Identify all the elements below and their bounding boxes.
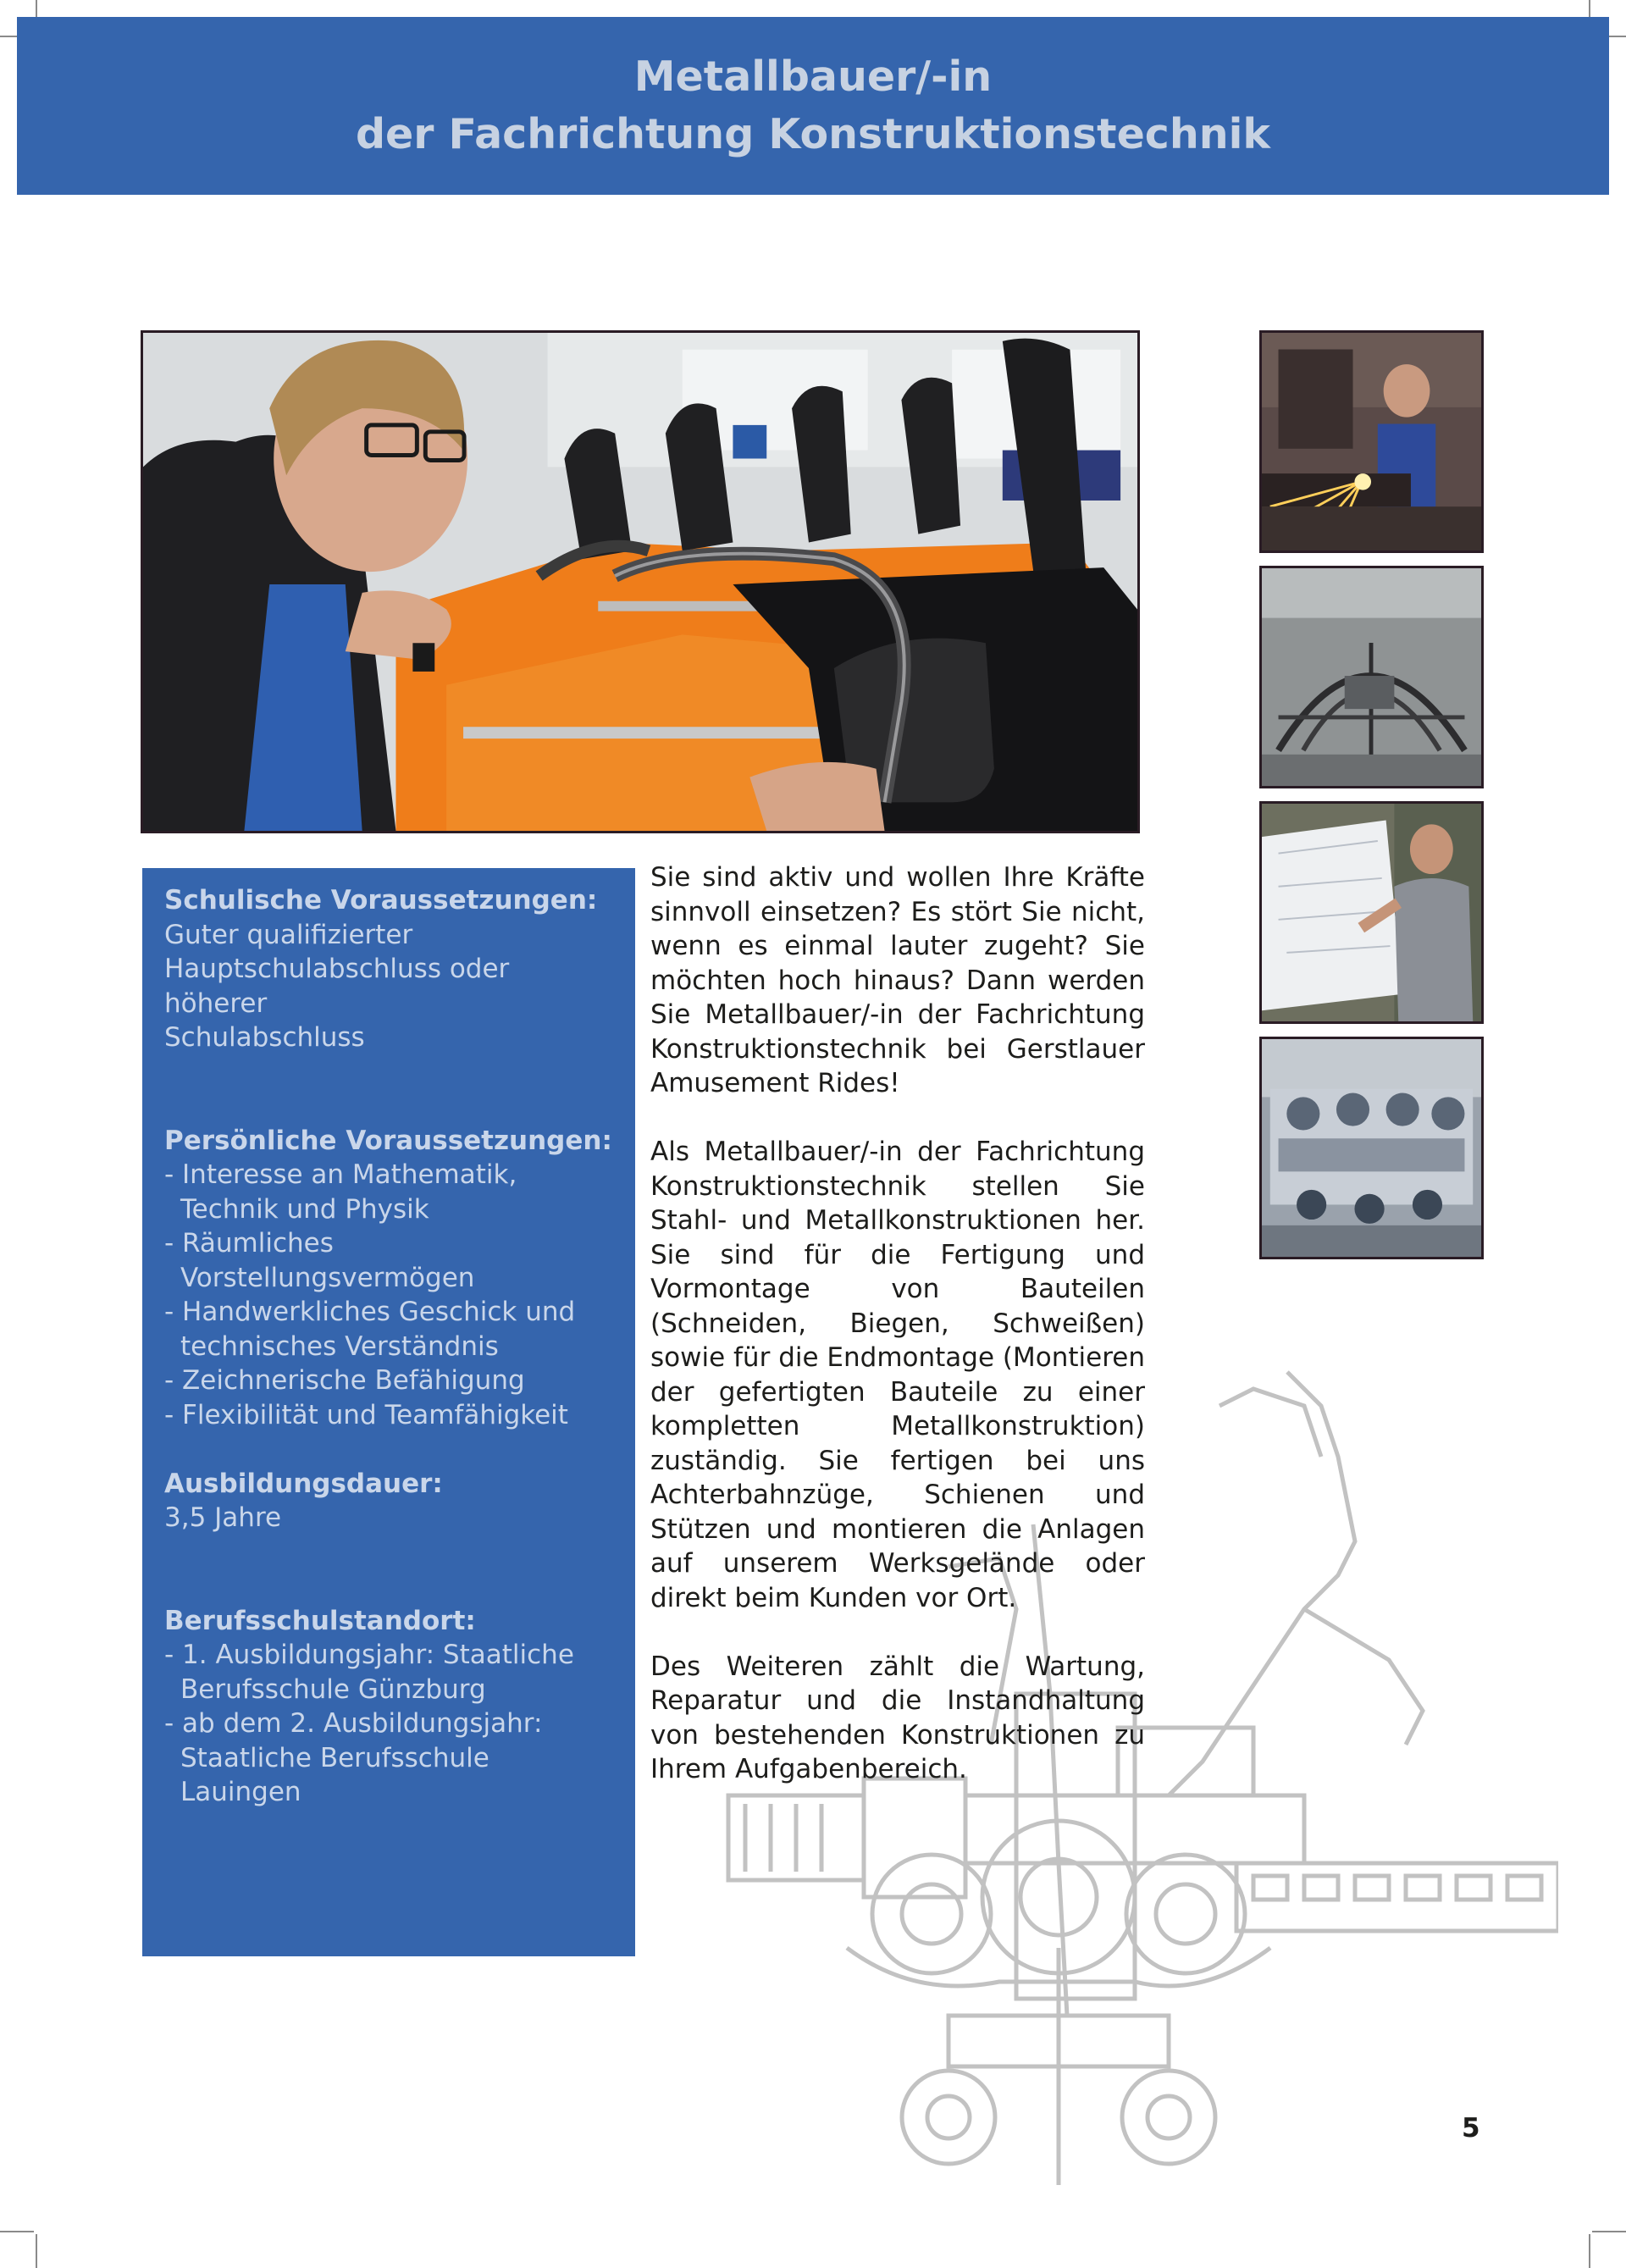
- main-photo-image: [143, 333, 1137, 831]
- personal-requirement-item: - Räumliches Vorstellungsvermögen: [164, 1228, 475, 1293]
- personal-requirements-section: [164, 1124, 613, 1433]
- personal-requirement-item: - Handwerkliches Geschick und technisches Verständnis: [164, 1297, 576, 1362]
- description-text: [650, 860, 1145, 1821]
- thumbnail-image-coaster-bogies: [1262, 1039, 1481, 1257]
- description-paragraph: Sie sind aktiv und wollen Ihre Kräfte sinnvoll einsetzen? Es stört Sie nicht, wenn es einmal lauter zugeht? Sie möchten hoch hinaus? Dann werden Sie Metallbauer/-in der Fachrichtung Konstruktionstechnik bei Gerstlauer Amusement Rides!: [650, 862, 1145, 1098]
- crop-mark: [1589, 2234, 1590, 2268]
- description-paragraph: Als Metallbauer/-in der Fachrichtung Konstruktionstechnik stellen Sie Stahl- und Metallkonstruktionen her. Sie sind für die Fertigung und Vormontage von Bauteilen (Schneiden, Biegen, Schweißen) sowie für die Endmontage (Montieren der gefertigten Bauteile zu einer kompletten Metallkonstruktion) zuständig. Sie fertigen bei uns Achterbahnzüge, Schienen und Stützen und montieren die Anlagen auf unserem Werksgelände oder direkt beim Kunden vor Ort.: [650, 1137, 1145, 1613]
- page-title-line2: der Fachrichtung Konstruktionstechnik: [355, 110, 1270, 158]
- school-requirements-heading: Schulische Voraussetzungen:: [164, 885, 598, 915]
- crop-mark: [36, 2234, 37, 2268]
- school-location-section: [164, 1604, 613, 1810]
- duration-heading: Ausbildungsdauer:: [164, 1468, 443, 1499]
- thumbnail-photo-grinding: [1259, 330, 1484, 553]
- thumbnail-photo-dome-structure: [1259, 566, 1484, 788]
- requirements-sidebar: [142, 868, 635, 1956]
- personal-requirements-heading: Persönliche Voraussetzungen:: [164, 1125, 612, 1156]
- page-title-line1: Metallbauer/-in: [633, 53, 993, 101]
- school-location-heading: Berufsschulstandort:: [164, 1605, 476, 1636]
- school-requirements-line: Hauptschulabschluss oder höherer: [164, 954, 510, 1019]
- school-requirements-line: Guter qualifizierter: [164, 919, 413, 950]
- school-requirements-section: [164, 883, 613, 1055]
- duration-section: [164, 1467, 613, 1535]
- duration-value: 3,5 Jahre: [164, 1502, 282, 1533]
- crop-mark: [1592, 2231, 1626, 2232]
- personal-requirement-item: - Flexibilität und Teamfähigkeit: [164, 1399, 568, 1430]
- school-requirements-line: Schulabschluss: [164, 1022, 365, 1053]
- thumbnail-image-technical-drawing: [1262, 804, 1481, 1021]
- thumbnail-image-grinding: [1262, 333, 1481, 550]
- personal-requirement-item: - Interesse an Mathematik, Technik und Physik: [164, 1159, 517, 1225]
- school-location-item: - 1. Ausbildungsjahr: Staatliche Berufsschule Günzburg: [164, 1640, 574, 1705]
- thumbnail-image-dome-structure: [1262, 568, 1481, 786]
- header-band: [17, 17, 1609, 195]
- thumbnail-photo-coaster-bogies: [1259, 1037, 1484, 1259]
- school-location-item: - ab dem 2. Ausbildungsjahr: Staatliche Berufsschule Lauingen: [164, 1708, 543, 1807]
- thumbnail-photo-technical-drawing: [1259, 801, 1484, 1024]
- main-photo: [141, 330, 1140, 833]
- description-paragraph: Des Weiteren zählt die Wartung, Reparatur und die Instandhaltung von bestehenden Konstruktionen zu Ihrem Aufgabenbereich.: [650, 1651, 1145, 1784]
- crop-mark: [0, 2231, 34, 2232]
- personal-requirement-item: - Zeichnerische Befähigung: [164, 1365, 525, 1396]
- page-number: 5: [1462, 2113, 1480, 2144]
